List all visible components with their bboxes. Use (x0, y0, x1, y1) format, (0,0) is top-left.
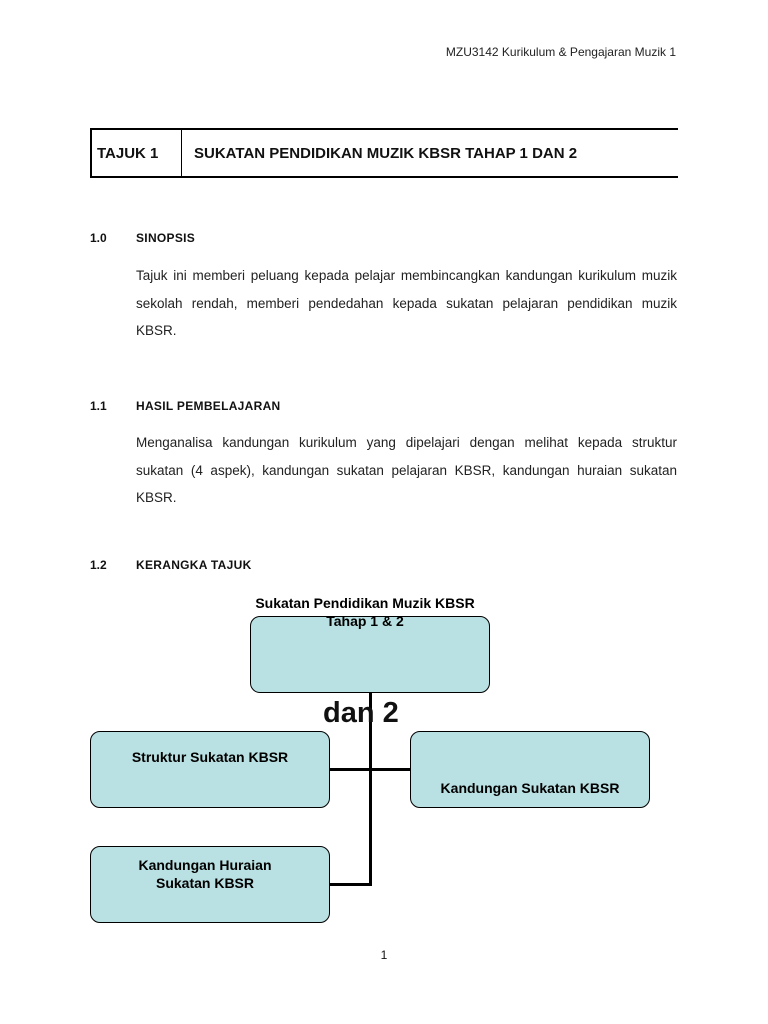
page-number: 1 (380, 948, 388, 962)
section-heading: SINOPSIS (136, 231, 196, 245)
topic-label: TAJUK 1 (92, 130, 182, 176)
bottom-box-label: Kandungan Huraian Sukatan KBSR (138, 857, 272, 891)
connector-horizontal (329, 768, 411, 771)
section-number: 1.0 (90, 231, 107, 245)
right-box-label: Kandungan Sukatan KBSR (440, 780, 620, 796)
section-paragraph: Menganalisa kandungan kurikulum yang dipelajari dengan melihat kepada struktur sukatan (4 aspek), kandungan sukatan pelajaran KBSR, kandungan huraian sukatan KBSR. (136, 435, 677, 505)
connector-bottom (329, 883, 372, 886)
topic-title-table (90, 128, 678, 178)
left-box-label: Struktur Sukatan KBSR (131, 749, 289, 765)
section-number: 1.1 (90, 399, 107, 413)
left-box (90, 731, 330, 808)
section-number: 1.2 (90, 558, 107, 572)
page-header: MZU3142 Kurikulum & Pengajaran Muzik 1 (445, 45, 676, 59)
section-heading: KERANGKA TAJUK (136, 558, 252, 572)
topic-title: SUKATAN PENDIDIKAN MUZIK KBSR TAHAP 1 DAN 2 (194, 144, 578, 162)
section-heading: HASIL PEMBELAJARAN (136, 399, 281, 413)
top-box-label: Sukatan Pendidikan Muzik KBSR Tahap 1 & 2 (255, 595, 475, 629)
right-box (410, 731, 650, 808)
section-paragraph: Tajuk ini memberi peluang kepada pelajar membincangkan kandungan kurikulum muzik sekolah rendah, memberi pendedahan kepada sukatan pelajaran pendidikan muzik KBSR. (136, 268, 677, 338)
overlay-text: dan 2 (323, 697, 399, 729)
